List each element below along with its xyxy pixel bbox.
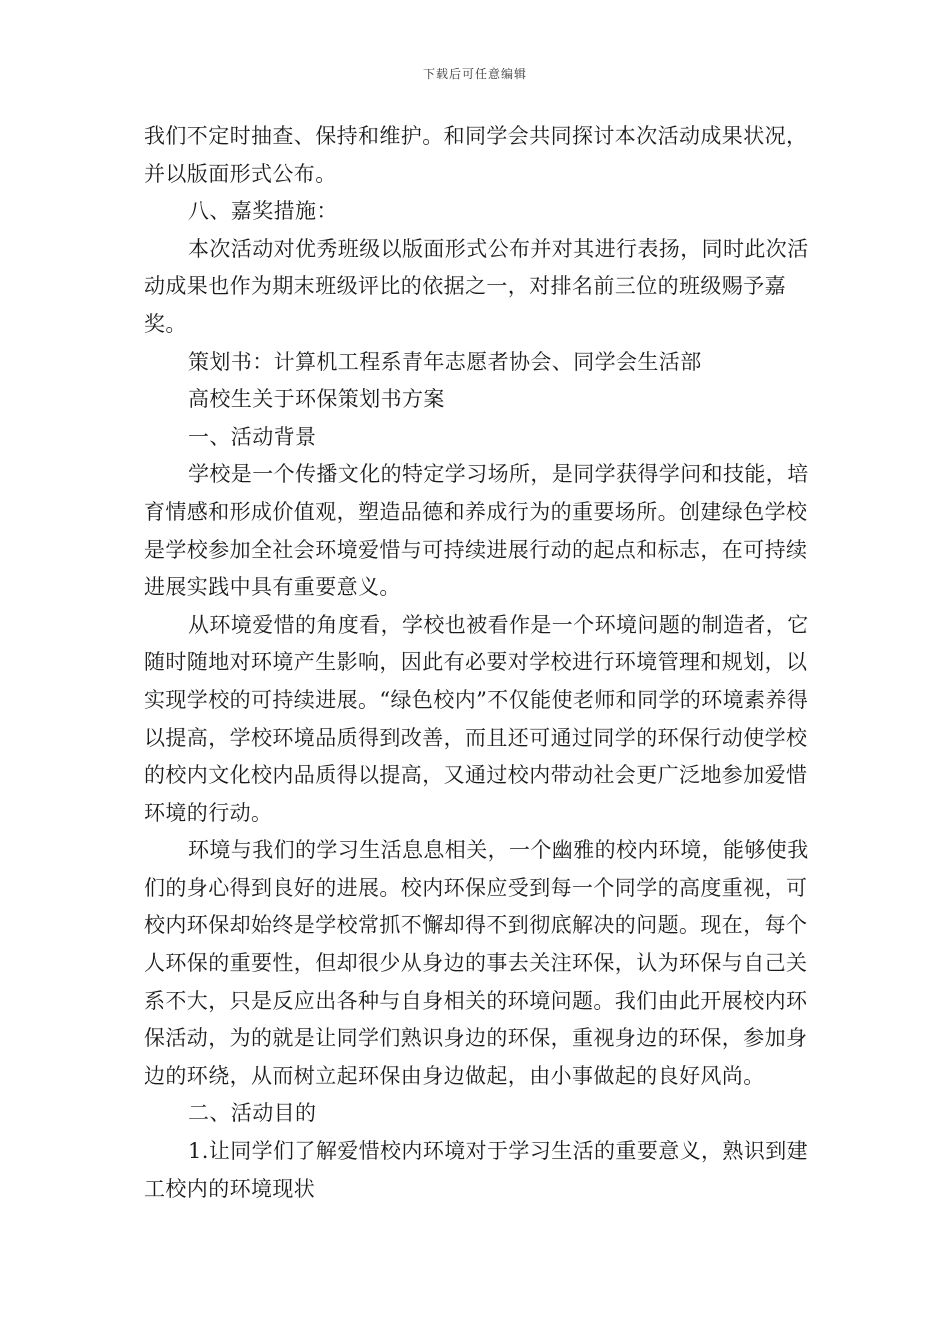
paragraph-background-environment: 从环境爱惜的角度看，学校也被看作是一个环境问题的制造者，它随时随地对环境产生影响，因此有必要对学校进行环境管理和规划，以实现学校的可持续进展。“绿色校内”不仅能使老师和同学的环境素养得以提高，学校环境品质得到改善，而且还可通过同学的环保行动使学校的校内文化校内品质得以提高，又通过校内带动社会更广泛地参加爱惜环境的行动。: [144, 612, 809, 825]
document-title: 高校生关于环保策划书方案: [188, 387, 445, 412]
paragraph-inspection: 我们不定时抽查、保持和维护。和同学会共同探讨本次活动成果状况，并以版面形式公布。: [144, 124, 808, 186]
heading-purpose: 二、活动目的: [188, 1101, 317, 1126]
paragraph-purpose-1: 1.让同学们了解爱惜校内环境对于学习生活的重要意义，熟识到建工校内的环境现状: [144, 1139, 809, 1201]
paragraph-organizer: 策划书：计算机工程系青年志愿者协会、同学会生活部: [188, 349, 702, 374]
document-body: [144, 118, 824, 1208]
heading-rewards: 八、嘉奖措施：: [188, 199, 338, 224]
paragraph-rewards: 本次活动对优秀班级以版面形式公布并对其进行表扬，同时此次活动成果也作为期末班级评比的依据之一，对排名前三位的班级赐予嘉奖。: [144, 236, 809, 336]
heading-background: 一、活动背景: [188, 424, 317, 449]
page-header-note: 下载后可任意编辑: [422, 67, 527, 81]
paragraph-background-school: 学校是一个传播文化的特定学习场所，是同学获得学问和技能，培育情感和形成价值观，塑造品德和养成行为的重要场所。创建绿色学校是学校参加全社会环境爱惜与可持续进展行动的起点和标志，在可持续进展实践中具有重要意义。: [144, 462, 809, 600]
paragraph-background-campus: 环境与我们的学习生活息息相关，一个幽雅的校内环境，能够使我们的身心得到良好的进展。校内环保应受到每一个同学的高度重视，可校内环保却始终是学校常抓不懈却得不到彻底解决的问题。现在，每个人环保的重要性，但却很少从身边的事去关注环保，认为环保与自己关系不大，只是反应出各种与自身相关的环境问题。我们由此开展校内环保活动，为的就是让同学们熟识身边的环保，重视身边的环保，参加身边的环绕，从而树立起环保由身边做起，由小事做起的良好风尚。: [144, 838, 809, 1088]
